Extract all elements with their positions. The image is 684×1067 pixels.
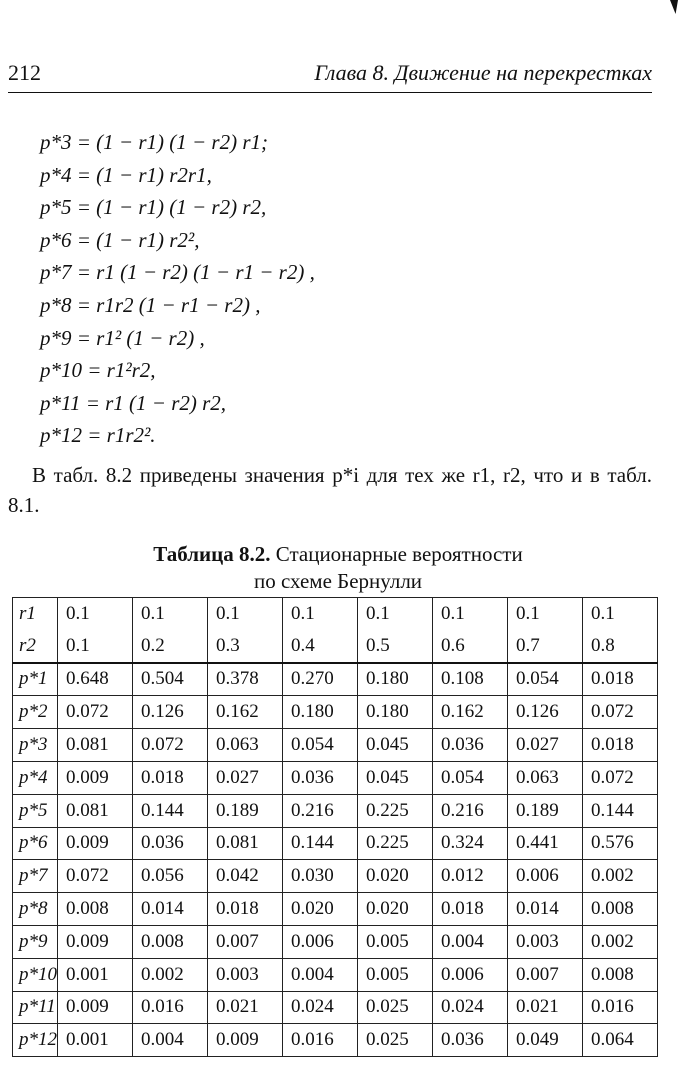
- table-cell: 0.004: [133, 1024, 208, 1057]
- table-cell: 0.042: [208, 860, 283, 893]
- row-label: p*5: [13, 794, 58, 827]
- table-row: [13, 860, 658, 893]
- table-caption-line2: по схеме Бернулли: [253, 569, 423, 593]
- table-caption-label: Таблица 8.2.: [153, 542, 271, 566]
- table-cell: 0.2: [133, 630, 208, 663]
- table-cell: 0.008: [133, 925, 208, 958]
- table-cell: 0.216: [283, 794, 358, 827]
- running-head: Глава 8. Движение на перекрестках: [314, 60, 652, 85]
- equation-lhs: p*6: [40, 227, 72, 252]
- table-cell: 0.014: [508, 893, 583, 926]
- table-cell: 0.002: [583, 860, 658, 893]
- table-cell: 0.003: [208, 958, 283, 991]
- equation-line: [40, 256, 315, 289]
- table-cell: 0.006: [433, 958, 508, 991]
- table-cell: 0.1: [508, 598, 583, 630]
- row-label: r2: [13, 630, 58, 663]
- table-cell: 0.072: [58, 860, 133, 893]
- table-cell: 0.1: [208, 598, 283, 630]
- equation-lhs: p*12: [40, 423, 82, 448]
- table-cell: 0.144: [133, 794, 208, 827]
- table-cell: 0.049: [508, 1024, 583, 1057]
- table-cell: 0.270: [283, 663, 358, 696]
- table-cell: 0.081: [208, 827, 283, 860]
- table-cell: 0.648: [58, 663, 133, 696]
- table-cell: 0.072: [133, 729, 208, 762]
- table-cell: 0.014: [133, 893, 208, 926]
- table-cell: 0.025: [358, 991, 433, 1024]
- table-cell: 0.045: [358, 729, 433, 762]
- table-cell: 0.072: [58, 696, 133, 729]
- equation-line: [40, 354, 315, 387]
- equation-lhs: p*10: [40, 358, 82, 383]
- table-cell: 0.020: [358, 893, 433, 926]
- equation-line: [40, 126, 315, 159]
- table-cell: 0.056: [133, 860, 208, 893]
- table-cell: 0.063: [508, 761, 583, 794]
- table-row: [13, 1024, 658, 1057]
- table-cell: 0.6: [433, 630, 508, 663]
- row-label: p*7: [13, 860, 58, 893]
- table-cell: 0.081: [58, 729, 133, 762]
- table-row: [13, 991, 658, 1024]
- table-row: [13, 696, 658, 729]
- equation-rhs: = r1r2 (1 − r1 − r2) ,: [76, 292, 261, 317]
- table-cell: 0.005: [358, 925, 433, 958]
- table-cell: 0.054: [283, 729, 358, 762]
- table-cell: 0.225: [358, 794, 433, 827]
- page-header: [8, 58, 652, 93]
- table-row: [13, 729, 658, 762]
- table-cell: 0.054: [433, 761, 508, 794]
- table-cell: 0.1: [58, 598, 133, 630]
- table-cell: 0.004: [433, 925, 508, 958]
- row-label: p*3: [13, 729, 58, 762]
- equation-line: [40, 419, 315, 452]
- table-cell: 0.009: [208, 1024, 283, 1057]
- table-cell: 0.1: [433, 598, 508, 630]
- table-cell: 0.008: [58, 893, 133, 926]
- table-cell: 0.036: [133, 827, 208, 860]
- table-cell: 0.030: [283, 860, 358, 893]
- table-cell: 0.009: [58, 761, 133, 794]
- table-cell: 0.441: [508, 827, 583, 860]
- table-cell: 0.189: [508, 794, 583, 827]
- table-cell: 0.036: [283, 761, 358, 794]
- table-cell: 0.008: [583, 958, 658, 991]
- table-cell: 0.020: [358, 860, 433, 893]
- table-cell: 0.162: [433, 696, 508, 729]
- table-cell: 0.3: [208, 630, 283, 663]
- equation-list: [40, 126, 315, 452]
- table-cell: 0.003: [508, 925, 583, 958]
- table-cell: 0.024: [283, 991, 358, 1024]
- table-cell: 0.1: [583, 598, 658, 630]
- param-row-r1: [13, 598, 658, 630]
- table-cell: 0.378: [208, 663, 283, 696]
- table-cell: 0.504: [133, 663, 208, 696]
- table-cell: 0.027: [508, 729, 583, 762]
- equation-rhs: = r1r2².: [87, 423, 156, 448]
- table-cell: 0.025: [358, 1024, 433, 1057]
- table-cell: 0.018: [433, 893, 508, 926]
- equation-rhs: = r1 (1 − r2) (1 − r1 − r2) ,: [76, 260, 315, 285]
- table-cell: 0.126: [133, 696, 208, 729]
- table-cell: 0.036: [433, 729, 508, 762]
- table-cell: 0.021: [208, 991, 283, 1024]
- table-cell: 0.009: [58, 925, 133, 958]
- table-cell: 0.1: [133, 598, 208, 630]
- equation-rhs: = r1 (1 − r2) r2,: [85, 390, 227, 415]
- table-cell: 0.002: [583, 925, 658, 958]
- table-cell: 0.5: [358, 630, 433, 663]
- table-cell: 0.009: [58, 991, 133, 1024]
- table-cell: 0.005: [358, 958, 433, 991]
- row-label: p*10: [13, 958, 58, 991]
- table-cell: 0.324: [433, 827, 508, 860]
- table-cell: 0.007: [208, 925, 283, 958]
- table-row: [13, 893, 658, 926]
- table-row: [13, 925, 658, 958]
- row-label: p*8: [13, 893, 58, 926]
- table-cell: 0.020: [283, 893, 358, 926]
- equation-line: [40, 191, 315, 224]
- table-cell: 0.1: [283, 598, 358, 630]
- table-cell: 0.018: [583, 729, 658, 762]
- table-cell: 0.072: [583, 696, 658, 729]
- equation-line: [40, 322, 315, 355]
- table-cell: 0.063: [208, 729, 283, 762]
- table-cell: 0.045: [358, 761, 433, 794]
- equation-rhs: = r1² (1 − r2) ,: [76, 325, 205, 350]
- table-cell: 0.006: [508, 860, 583, 893]
- table-cell: 0.072: [583, 761, 658, 794]
- equation-lhs: p*7: [40, 260, 72, 285]
- equation-rhs: = (1 − r1) r2²,: [76, 227, 200, 252]
- row-label: p*6: [13, 827, 58, 860]
- table-cell: 0.081: [58, 794, 133, 827]
- table-row: [13, 794, 658, 827]
- table-cell: 0.001: [58, 958, 133, 991]
- table-cell: 0.018: [583, 663, 658, 696]
- equation-rhs: = (1 − r1) (1 − r2) r2,: [76, 195, 267, 220]
- table-cell: 0.001: [58, 1024, 133, 1057]
- table-cell: 0.225: [358, 827, 433, 860]
- row-label: p*12: [13, 1024, 58, 1057]
- table-cell: 0.1: [358, 598, 433, 630]
- equation-lhs: p*5: [40, 195, 72, 220]
- page-number: 212: [8, 60, 41, 85]
- equation-rhs: = r1²r2,: [87, 358, 156, 383]
- equation-rhs: = (1 − r1) r2r1,: [76, 162, 212, 187]
- table-cell: 0.054: [508, 663, 583, 696]
- table-caption: [8, 541, 668, 595]
- table-cell: 0.024: [433, 991, 508, 1024]
- table-cell: 0.006: [283, 925, 358, 958]
- equation-line: [40, 387, 315, 420]
- table-cell: 0.189: [208, 794, 283, 827]
- table-cell: 0.180: [283, 696, 358, 729]
- table-cell: 0.4: [283, 630, 358, 663]
- table-cell: 0.004: [283, 958, 358, 991]
- table-cell: 0.016: [133, 991, 208, 1024]
- row-label: p*1: [13, 663, 58, 696]
- table-cell: 0.036: [433, 1024, 508, 1057]
- table-cell: 0.021: [508, 991, 583, 1024]
- table-cell: 0.007: [508, 958, 583, 991]
- table-row: [13, 827, 658, 860]
- equation-line: [40, 289, 315, 322]
- table-cell: 0.144: [283, 827, 358, 860]
- table-cell: 0.064: [583, 1024, 658, 1057]
- table-cell: 0.018: [208, 893, 283, 926]
- table-cell: 0.126: [508, 696, 583, 729]
- table-cell: 0.016: [283, 1024, 358, 1057]
- table-row: [13, 663, 658, 696]
- table-cell: 0.8: [583, 630, 658, 663]
- table-cell: 0.576: [583, 827, 658, 860]
- body-paragraph: В табл. 8.2 приведены значения p*i для тех же r1, r2, что и в табл. 8.1.: [8, 463, 652, 517]
- table-caption-line1: Стационарные вероятности: [270, 542, 523, 566]
- table-cell: 0.027: [208, 761, 283, 794]
- equation-line: [40, 224, 315, 257]
- table-cell: 0.144: [583, 794, 658, 827]
- param-row-r2: [13, 630, 658, 663]
- row-label: p*9: [13, 925, 58, 958]
- equation-lhs: p*9: [40, 325, 72, 350]
- table-cell: 0.002: [133, 958, 208, 991]
- equation-lhs: p*3: [40, 130, 72, 154]
- table-cell: 0.180: [358, 696, 433, 729]
- table-cell: 0.7: [508, 630, 583, 663]
- table-cell: 0.180: [358, 663, 433, 696]
- row-label: r1: [13, 598, 58, 630]
- table-cell: 0.216: [433, 794, 508, 827]
- row-label: p*2: [13, 696, 58, 729]
- equation-rhs: = (1 − r1) (1 − r2) r1;: [76, 130, 268, 154]
- table-cell: 0.012: [433, 860, 508, 893]
- equation-lhs: p*8: [40, 292, 72, 317]
- table-cell: 0.016: [583, 991, 658, 1024]
- table-row: [13, 958, 658, 991]
- table-row: [13, 761, 658, 794]
- equation-lhs: p*11: [40, 390, 81, 415]
- table-cell: 0.1: [58, 630, 133, 663]
- table-cell: 0.018: [133, 761, 208, 794]
- equation-line: [40, 159, 315, 192]
- table-cell: 0.108: [433, 663, 508, 696]
- probability-table: [12, 597, 658, 1057]
- row-label: p*11: [13, 991, 58, 1024]
- equation-lhs: p*4: [40, 162, 72, 187]
- table-cell: 0.008: [583, 893, 658, 926]
- table-cell: 0.009: [58, 827, 133, 860]
- corner-mark: [670, 0, 678, 14]
- table-cell: 0.162: [208, 696, 283, 729]
- row-label: p*4: [13, 761, 58, 794]
